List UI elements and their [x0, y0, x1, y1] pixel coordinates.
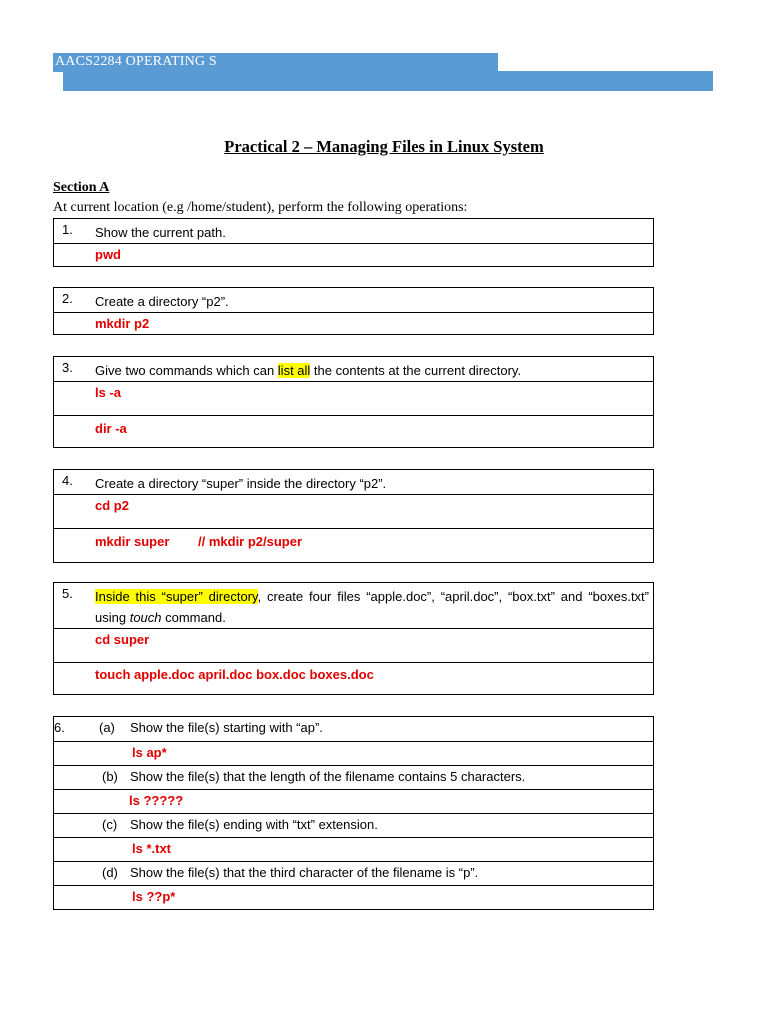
sub-question-label: (a) [99, 720, 115, 735]
section-heading: Section A [53, 180, 110, 195]
question-row [54, 717, 653, 741]
question-number: 5. [62, 586, 73, 601]
question-number: 3. [62, 360, 73, 375]
question-1 [53, 218, 654, 267]
answer-row [54, 312, 653, 334]
question-text: Show the current path. [95, 225, 226, 240]
question-5 [53, 582, 654, 695]
answer-command: ls ??p* [132, 889, 176, 904]
question-row [54, 288, 653, 312]
answer-command: mkdir super [95, 534, 170, 549]
question-text-part: command. [161, 610, 226, 625]
question-text: Create a directory “p2”. [95, 294, 229, 309]
answer-command: ls ap* [132, 745, 167, 760]
answer-command: cd p2 [95, 498, 129, 513]
question-text [95, 360, 649, 381]
question-number: 6. [54, 720, 65, 735]
answer-row [54, 789, 653, 813]
answer-command: touch apple.doc april.doc box.doc boxes.doc [95, 667, 374, 682]
question-2 [53, 287, 654, 335]
header-band-lower [63, 71, 713, 91]
answer-command: ls *.txt [132, 841, 172, 856]
question-6 [53, 716, 654, 910]
answer-row [54, 528, 653, 562]
question-row [54, 357, 653, 381]
question-number: 1. [62, 222, 73, 237]
question-row [54, 219, 653, 243]
question-row [54, 470, 653, 494]
question-row [54, 813, 653, 837]
answer-command: ls -a [95, 385, 122, 400]
highlighted-phrase: list all [277, 363, 311, 378]
question-3 [53, 356, 654, 448]
course-code: AACS2284 OPERATING S [55, 54, 217, 69]
page-title: Practical 2 – Managing Files in Linux System [224, 137, 544, 156]
sub-question-label: (c) [102, 817, 118, 832]
answer-row [54, 628, 653, 662]
answer-row [54, 415, 653, 447]
section-intro: At current location (e.g /home/student), perform the following operations: [53, 200, 468, 215]
sub-question-text: Show the file(s) starting with “ap”. [130, 720, 323, 735]
header-band [53, 53, 498, 72]
question-4 [53, 469, 654, 563]
answer-comment: // mkdir p2/super [198, 534, 303, 549]
question-row [54, 583, 653, 628]
question-text-part: Give two commands which can [95, 363, 278, 378]
answer-row [54, 885, 653, 909]
sub-question-text: Show the file(s) ending with “txt” extension. [130, 817, 378, 832]
answer-command: dir -a [95, 421, 127, 436]
highlighted-phrase: Inside this “super” directory [95, 589, 258, 604]
answer-command: pwd [95, 247, 121, 262]
answer-row [54, 741, 653, 765]
question-text: Create a directory “super” inside the directory “p2”. [95, 476, 387, 491]
question-text-italic: touch [129, 610, 162, 625]
answer-row [54, 837, 653, 861]
question-text [95, 586, 649, 628]
answer-row [54, 494, 653, 528]
sub-question-text: Show the file(s) that the third character of the filename is “p”. [130, 865, 479, 880]
answer-row [54, 662, 653, 694]
question-text-part: , create four files “apple.doc”, “april.doc”, “box.txt” and “boxes.txt” using [95, 589, 649, 625]
answer-row [54, 381, 653, 415]
sub-question-label: (d) [102, 865, 118, 880]
question-number: 2. [62, 291, 73, 306]
question-text-part: the contents at the current directory. [310, 363, 522, 378]
answer-row [54, 243, 653, 266]
sub-question-text: Show the file(s) that the length of the filename contains 5 characters. [130, 769, 526, 784]
answer-command: cd super [95, 632, 150, 647]
answer-command: mkdir p2 [95, 316, 150, 331]
question-row [54, 861, 653, 885]
question-number: 4. [62, 473, 73, 488]
sub-question-label: (b) [102, 769, 118, 784]
question-row [54, 765, 653, 789]
answer-command: ls ????? [129, 793, 184, 808]
